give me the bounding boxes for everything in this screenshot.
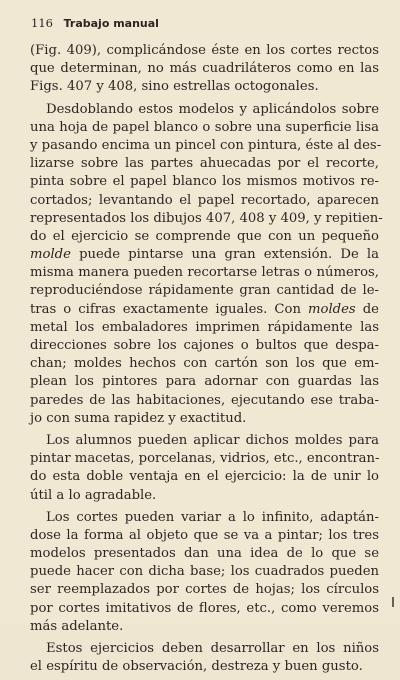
text-line: cortados; levantando el papel recortado, aparecen [30, 192, 379, 208]
running-header [31, 14, 159, 32]
text-line: molde puede pintarse una gran extensión. De la [30, 247, 379, 263]
paragraph [30, 101, 383, 428]
text-line: una hoja de papel blanco o sobre una superficie lisa [30, 119, 379, 135]
text-line: jo con suma rapidez y exactitud. [30, 410, 247, 426]
text-line: y pasando encima un pincel con pintura, éste al des- [30, 137, 382, 153]
paragraph [30, 42, 379, 97]
text-line: Los alumnos pueden aplicar dichos moldes para [46, 432, 379, 448]
text-line: más adelante. [30, 618, 124, 634]
text-line: representados los dibujos 407, 408 y 409, y repitien- [30, 210, 383, 226]
text-line: tras o cifras exactamente iguales. Con moldes de [30, 301, 379, 317]
text-line: metal los embaladores imprimen rápidamente las [30, 319, 379, 335]
text-line: direcciones sobre los cajones o bultos que despa- [30, 338, 379, 353]
text-line: misma manera pueden recortarse letras o números, [30, 265, 379, 281]
text-line: que determinan, no más cuadriláteros como en las [30, 61, 379, 77]
text-line: lizarse sobre las partes ahuecadas por el recorte, [30, 156, 379, 172]
text-line: Estos ejercicios deben desarrollar en los niños [46, 641, 379, 656]
paragraph [30, 432, 379, 505]
text-line: pinta sobre el papel blanco los mismos motivos re- [30, 174, 379, 190]
text-line: dose la forma al objeto que se va a pintar; los tres [30, 527, 379, 543]
margin-mark [392, 597, 394, 607]
body-text [30, 42, 383, 680]
running-title: Trabajo manual [63, 17, 159, 30]
text-line: puede hacer con dicha base; los cuadrados pueden [30, 564, 379, 580]
text-line: el espíritu de observación, destreza y buen gusto. [30, 659, 363, 675]
text-line: reproduciéndose rápidamente gran cantidad de le- [30, 283, 379, 299]
text-line: paredes de las habitaciones, ejecutando ese traba- [30, 392, 379, 408]
paragraph [30, 509, 379, 636]
text-line: Los cortes pueden variar a lo infinito, adaptán- [46, 509, 379, 525]
text-line: modelos presentados dan una idea de lo que se [30, 546, 379, 562]
text-line: Desdoblando estos modelos y aplicándolos sobre [46, 101, 379, 117]
text-line: por cortes imitativos de flores, etc., como veremos [30, 600, 379, 616]
text-line: útil a lo agradable. [30, 487, 157, 503]
text-line: pintar macetas, porcelanas, vidrios, etc., encontran- [30, 451, 380, 467]
text-line: ser reemplazados por cortes de hojas; los círculos [30, 582, 379, 598]
text-line: (Fig. 409), complicándose éste en los cortes rectos [30, 43, 379, 58]
paragraph [30, 640, 379, 676]
page-number: 116 [31, 16, 53, 30]
text-line: do el ejercicio se comprende que con un pequeño [30, 228, 379, 244]
text-line: chan; moldes hechos con cartón son los que em- [30, 356, 379, 372]
text-line: plean los pintores para adornar con guardas las [30, 374, 379, 390]
text-line: do esta doble ventaja en el ejercicio: la de unir lo [30, 469, 379, 485]
text-line: Figs. 407 y 408, sino estrellas octogonales. [30, 79, 319, 95]
